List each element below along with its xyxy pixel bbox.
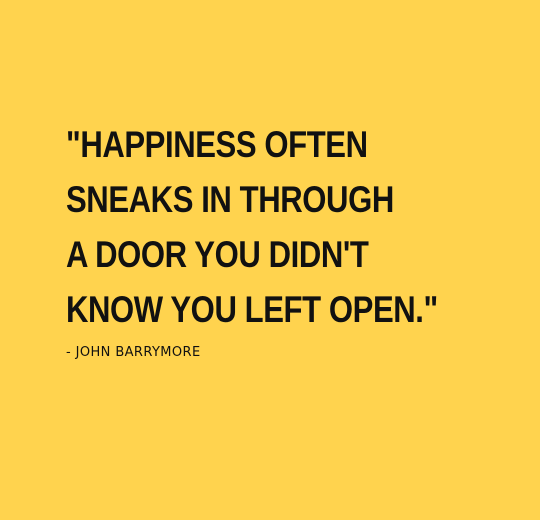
quote-text (66, 117, 436, 337)
quote-line-4: KNOW YOU LEFT OPEN." (66, 289, 438, 330)
quote-line-2: SNEAKS IN THROUGH (66, 179, 394, 220)
quote-line-3: A DOOR YOU DIDN'T (66, 234, 369, 275)
quote-attribution: - JOHN BARRYMORE (66, 345, 201, 360)
quote-line-1: "HAPPINESS OFTEN (66, 124, 368, 165)
